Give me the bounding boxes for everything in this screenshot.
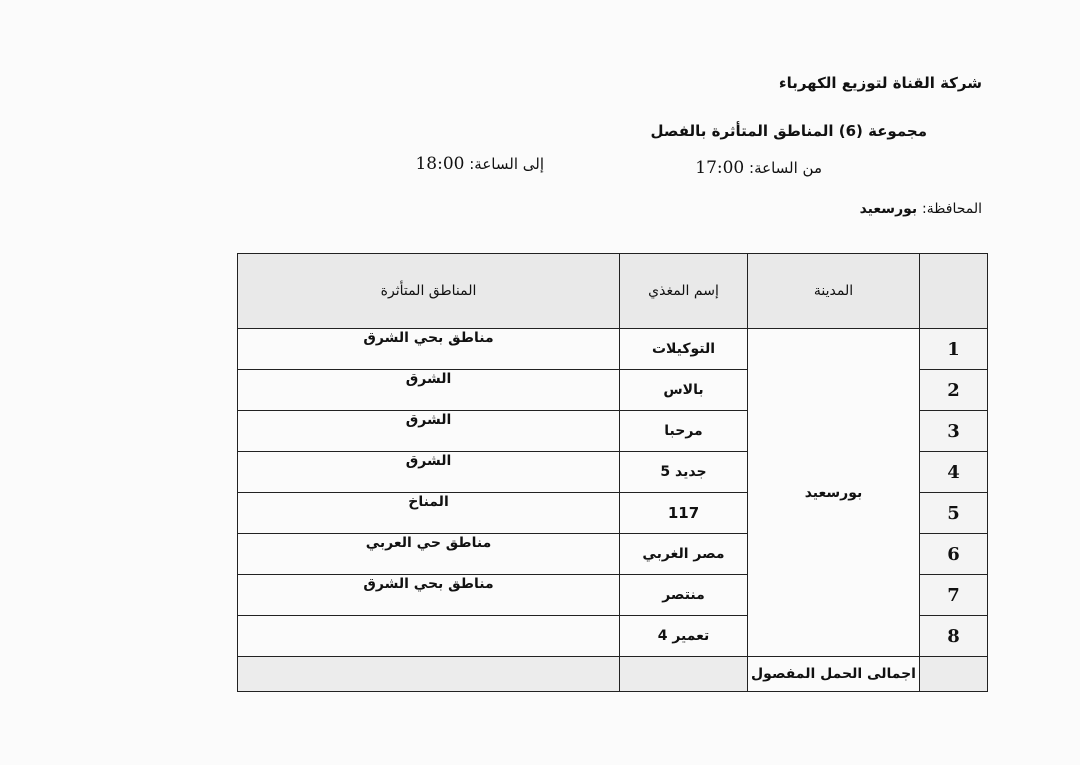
to-time-line [415,154,544,174]
area-cell: المناخ [238,493,620,534]
row-number: 1 [920,329,988,370]
from-time-value: 17:00 [695,158,745,178]
row-number: 8 [920,616,988,657]
to-time-label: إلى الساعة: [469,155,544,173]
city-cell: بورسعيد [748,329,920,657]
row-number: 4 [920,452,988,493]
feeder-cell: التوكيلات [620,329,748,370]
from-time-label: من الساعة: [749,159,822,177]
area-cell: الشرق [238,411,620,452]
feeder-cell: 117 [620,493,748,534]
area-cell: الشرق [238,452,620,493]
feeder-cell: جديد 5 [620,452,748,493]
governorate-label: المحافظة: [922,201,982,217]
total-areas-cell [238,657,620,692]
from-time-line [695,158,822,178]
area-cell: مناطق حي العربي [238,534,620,575]
table-header-row [238,254,988,329]
total-row [238,657,988,692]
company-name: شركة القناة لتوزيع الكهرباء [778,74,982,92]
row-number: 6 [920,534,988,575]
area-cell: الشرق [238,370,620,411]
column-header-index [920,254,988,329]
group-title: مجموعة (6) المناطق المتأثرة بالفصل [650,122,927,140]
governorate-line [860,201,982,217]
governorate-value: بورسعيد [859,201,918,217]
row-number: 3 [920,411,988,452]
row-number: 5 [920,493,988,534]
area-cell [238,616,620,657]
feeder-cell: مرحبا [620,411,748,452]
column-header-areas: المناطق المتأثرة [238,254,620,329]
feeder-cell: تعمير 4 [620,616,748,657]
feeder-cell: مصر الغربي [620,534,748,575]
table-row [238,329,988,370]
area-cell: مناطق بحي الشرق [238,575,620,616]
column-header-feeder: إسم المغذي [620,254,748,329]
column-header-city: المدينة [748,254,920,329]
total-index-cell [920,657,988,692]
affected-areas-table [237,253,987,692]
row-number: 7 [920,575,988,616]
area-cell: مناطق بحي الشرق [238,329,620,370]
feeder-cell: منتصر [620,575,748,616]
to-time-value: 18:00 [415,154,465,174]
total-feeder-cell [620,657,748,692]
row-number: 2 [920,370,988,411]
feeder-cell: بالاس [620,370,748,411]
total-load-label: اجمالى الحمل المفصول [748,657,920,692]
